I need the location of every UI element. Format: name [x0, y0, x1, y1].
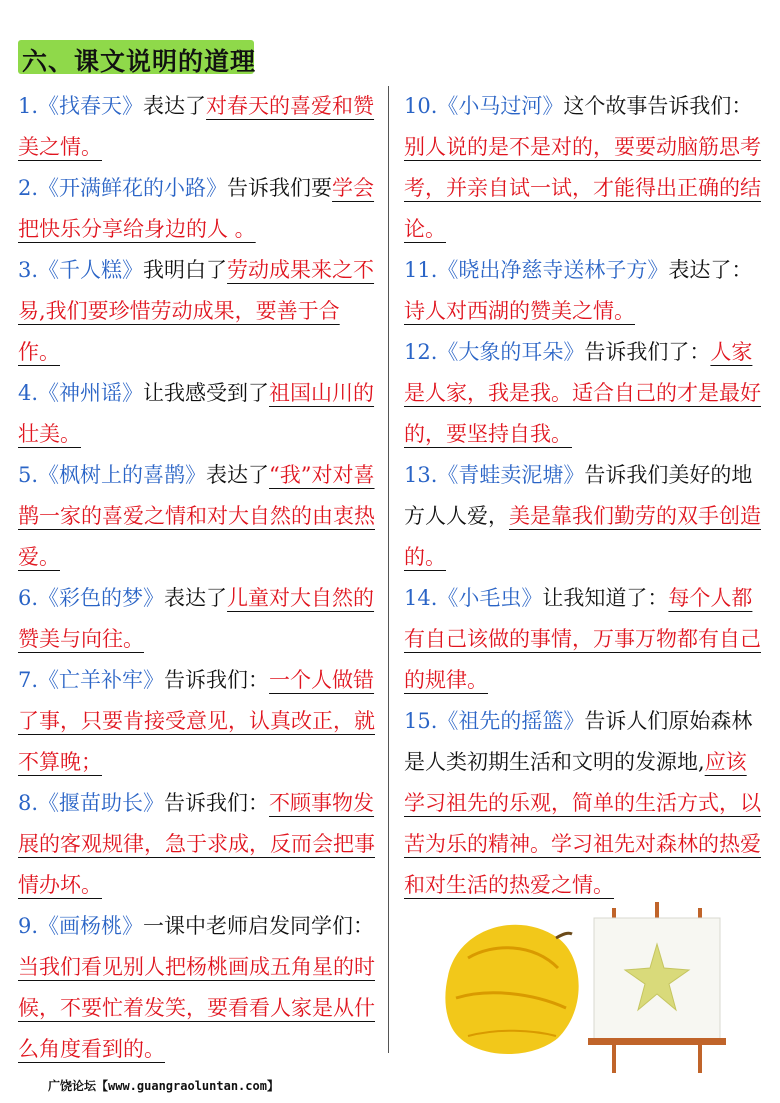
- item-number: 12.: [404, 340, 438, 364]
- item-title: 《小毛虫》: [437, 586, 543, 610]
- item-number: 4.: [18, 381, 39, 405]
- list-item: [18, 250, 380, 373]
- list-item: [404, 86, 766, 250]
- list-item: [404, 455, 766, 578]
- item-answer: 一个人做错了事，只要肯接受意见，认真改正，就不算晚；: [18, 668, 375, 774]
- column-divider: [388, 86, 389, 1053]
- item-number: 8.: [18, 791, 39, 815]
- item-number: 11.: [404, 258, 438, 282]
- item-answer: 人家是人家，我是我。适合自己的才是最好的，要坚持自我。: [404, 340, 761, 446]
- item-number: 9.: [18, 914, 39, 938]
- item-number: 14.: [404, 586, 438, 610]
- item-text: 让我感受到了: [143, 381, 270, 405]
- list-item: [404, 701, 766, 906]
- list-item: [404, 578, 766, 701]
- item-text: 告诉人们原始森林是人类初期生活和文明的发源地,: [404, 709, 753, 774]
- item-number: 15.: [404, 709, 438, 733]
- item-answer: “我”对对喜鹊一家的喜爱之情和对大自然的由衷热爱。: [18, 463, 375, 569]
- item-number: 6.: [18, 586, 39, 610]
- item-text: 表达了: [164, 586, 228, 610]
- section-title: 六、课文说明的道理: [22, 47, 257, 76]
- item-answer: 美是靠我们勤劳的双手创造的。: [404, 504, 761, 569]
- item-answer: 学会把快乐分享给身边的人 。: [18, 176, 375, 241]
- item-number: 10.: [404, 94, 438, 118]
- item-title: 《千人糕》: [38, 258, 144, 282]
- item-answer: 别人说的是不是对的，要要动脑筋思考考，并亲自试一试，才能得出正确的结论。: [404, 135, 761, 241]
- item-text: 表达了：: [668, 258, 753, 282]
- item-number: 13.: [404, 463, 438, 487]
- item-title: 《亡羊补牢》: [38, 668, 165, 692]
- list-item: [18, 86, 380, 168]
- item-text: 告诉我们美好的地方人人爱，: [404, 463, 753, 528]
- item-text: 告诉我们：: [164, 791, 270, 815]
- footer-source: 广饶论坛【www.guangraoluntan.com】: [48, 1079, 279, 1093]
- list-item: [404, 332, 766, 455]
- item-title: 《画杨桃》: [38, 914, 144, 938]
- list-item: [18, 660, 380, 783]
- list-item: [404, 250, 766, 332]
- item-title: 《大象的耳朵》: [437, 340, 585, 364]
- list-item: [18, 373, 380, 455]
- item-title: 《枫树上的喜鹊》: [38, 463, 207, 487]
- item-text: 表达了: [143, 94, 207, 118]
- item-text: 表达了: [206, 463, 270, 487]
- item-answer: 当我们看见别人把杨桃画成五角星的时候，不要忙着发笑，要看看人家是从什么角度看到的。: [18, 955, 375, 1061]
- item-number: 7.: [18, 668, 39, 692]
- item-answer: 祖国山川的壮美。: [18, 381, 375, 446]
- item-title: 《开满鲜花的小路》: [38, 176, 228, 200]
- item-number: 3.: [18, 258, 39, 282]
- right-column: [404, 86, 766, 906]
- item-answer: 儿童对大自然的赞美与向往。: [18, 586, 375, 651]
- item-title: 《青蛙卖泥塘》: [437, 463, 585, 487]
- item-title: 《神州谣》: [38, 381, 144, 405]
- item-number: 2.: [18, 176, 39, 200]
- item-title: 《找春天》: [38, 94, 144, 118]
- item-answer: 诗人对西湖的赞美之情。: [404, 299, 635, 323]
- item-text: 告诉我们了：: [584, 340, 711, 364]
- item-answer: 对春天的喜爱和赞美之情。: [18, 94, 375, 159]
- easel-image: [588, 902, 726, 1073]
- item-answer: 不顾事物发展的客观规律，急于求成，反而会把事情办坏。: [18, 791, 375, 897]
- list-item: [18, 578, 380, 660]
- item-text: 这个故事告诉我们：: [563, 94, 753, 118]
- item-text: 告诉我们要: [227, 176, 333, 200]
- item-title: 《祖先的摇篮》: [437, 709, 585, 733]
- item-text: 告诉我们：: [164, 668, 270, 692]
- item-text: 一课中老师启发同学们：: [143, 914, 375, 938]
- section-title-highlight: [18, 40, 257, 76]
- item-title: 《晓出净慈寺送林子方》: [437, 258, 669, 282]
- list-item: [18, 455, 380, 578]
- item-number: 1.: [18, 94, 39, 118]
- item-answer: 应该学习祖先的乐观，简单的生活方式，以苦为乐的精神。学习祖先对森林的热爱和对生活的热爱之情。: [404, 750, 761, 897]
- list-item: [18, 168, 380, 250]
- item-answer: 劳动成果来之不易,我们要珍惜劳动成果，要善于合作。: [18, 258, 375, 364]
- starfruit-easel-illustration: [438, 898, 758, 1076]
- item-text: 让我知道了：: [542, 586, 669, 610]
- list-item: [18, 783, 380, 906]
- item-text: 我明白了: [143, 258, 228, 282]
- left-column: [18, 86, 380, 1070]
- item-number: 5.: [18, 463, 39, 487]
- list-item: [18, 906, 380, 1070]
- item-title: 《彩色的梦》: [38, 586, 165, 610]
- item-answer: 每个人都有自己该做的事情，万事万物都有自己的规律。: [404, 586, 761, 692]
- item-title: 《揠苗助长》: [38, 791, 165, 815]
- starfruit-image: [445, 925, 578, 1054]
- item-title: 《小马过河》: [437, 94, 564, 118]
